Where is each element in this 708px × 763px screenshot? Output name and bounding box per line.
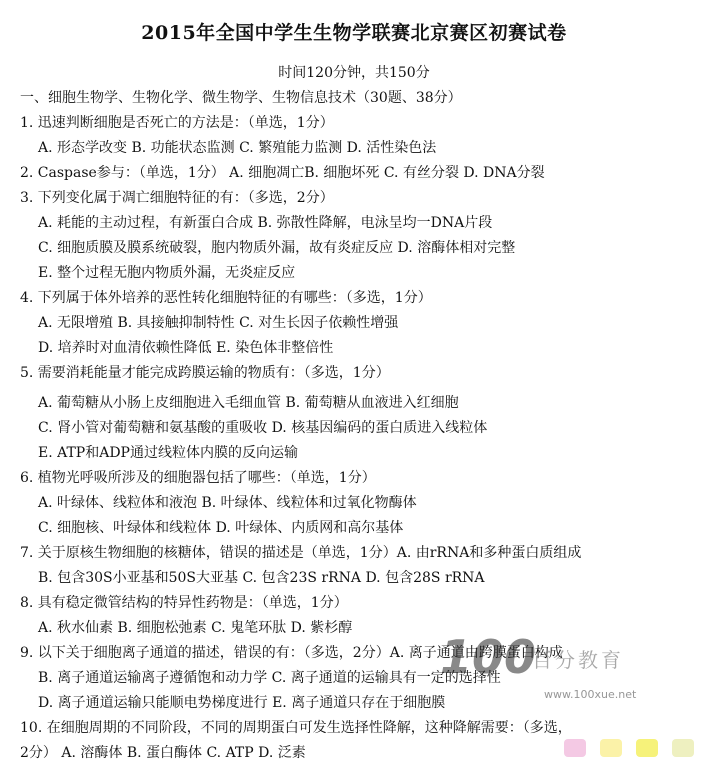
- question-1-options: A. 形态学改变 B. 功能状态监测 C. 繁殖能力监测 D. 活性染色法: [38, 140, 437, 156]
- color-blob: [564, 739, 586, 757]
- question-7: 7. 关于原核生物细胞的核糖体，错误的描述是（单选，1分）A. 由rRNA和多种蛋白质组成: [20, 545, 582, 561]
- watermark-url: www.100xue.net: [544, 688, 637, 701]
- question-2: 2. Caspase参与：（单选，1分） A. 细胞凋亡B. 细胞坏死 C. 有丝分裂 D. DNA分裂: [20, 165, 545, 181]
- question-9-options: D. 离子通道运输只能顺电势梯度进行 E. 离子通道只存在于细胞膜: [38, 695, 446, 711]
- question-9: 9. 以下关于细胞离子通道的描述，错误的有：（多选，2分）A. 离子通道由跨膜蛋白构成: [20, 645, 563, 661]
- question-1: 1. 迅速判断细胞是否死亡的方法是：（单选，1分）: [20, 115, 334, 131]
- question-4-options: D. 培养时对血清依赖性降低 E. 染色体非整倍性: [38, 340, 334, 356]
- page-title: 2015年全国中学生生物学联赛北京赛区初赛试卷: [141, 22, 567, 44]
- exam-duration: 时间120分钟，共150分: [278, 65, 430, 81]
- question-9-options: B. 离子通道运输离子遵循饱和动力学 C. 离子通道的运输具有一定的选择性: [38, 670, 501, 686]
- color-blob: [600, 739, 622, 757]
- question-5: 5. 需要消耗能量才能完成跨膜运输的物质有：（多选，1分）: [20, 365, 390, 381]
- color-blobs: [560, 735, 708, 763]
- section-heading: 一、细胞生物学、生物化学、微生物学、生物信息技术（30题、38分）: [20, 90, 462, 106]
- question-5-options: E. ATP和ADP通过线粒体内膜的反向运输: [38, 445, 298, 461]
- question-4-options: A. 无限增殖 B. 具接触抑制特性 C. 对生长因子依赖性增强: [38, 315, 399, 331]
- watermark-number: 100: [440, 630, 537, 684]
- question-5-options: A. 葡萄糖从小肠上皮细胞进入毛细血管 B. 葡萄糖从血液进入红细胞: [38, 395, 459, 411]
- question-3: 3. 下列变化属于凋亡细胞特征的有：（多选，2分）: [20, 190, 334, 206]
- question-8-options: A. 秋水仙素 B. 细胞松弛素 C. 鬼笔环肽 D. 紫杉醇: [38, 620, 353, 636]
- question-10: 10. 在细胞周期的不同阶段，不同的周期蛋白可发生选择性降解，这种降解需要：（多选，: [20, 720, 572, 736]
- question-4: 4. 下列属于体外培养的恶性转化细胞特征的有哪些：（多选，1分）: [20, 290, 432, 306]
- watermark-text: 百分教育: [532, 648, 624, 672]
- color-blob: [672, 739, 694, 757]
- question-6-options: A. 叶绿体、线粒体和液泡 B. 叶绿体、线粒体和过氧化物酶体: [38, 495, 417, 511]
- question-10-options: 2分） A. 溶酶体 B. 蛋白酶体 C. ATP D. 泛素: [20, 745, 306, 761]
- question-3-options: E. 整个过程无胞内物质外漏，无炎症反应: [38, 265, 296, 281]
- question-3-options: A. 耗能的主动过程，有新蛋白合成 B. 弥散性降解，电泳呈均一DNA片段: [38, 215, 493, 231]
- question-8: 8. 具有稳定微管结构的特异性药物是：（单选，1分）: [20, 595, 348, 611]
- question-7-options: B. 包含30S小亚基和50S大亚基 C. 包含23S rRNA D. 包含28S rRNA: [38, 570, 485, 586]
- color-blob: [636, 739, 658, 757]
- question-3-options: C. 细胞质膜及膜系统破裂，胞内物质外漏，故有炎症反应 D. 溶酶体相对完整: [38, 240, 516, 256]
- question-5-options: C. 肾小管对葡萄糖和氨基酸的重吸收 D. 核基因编码的蛋白质进入线粒体: [38, 420, 488, 436]
- question-6-options: C. 细胞核、叶绿体和线粒体 D. 叶绿体、内质网和高尔基体: [38, 520, 404, 536]
- question-6: 6. 植物光呼吸所涉及的细胞器包括了哪些：（单选，1分）: [20, 470, 376, 486]
